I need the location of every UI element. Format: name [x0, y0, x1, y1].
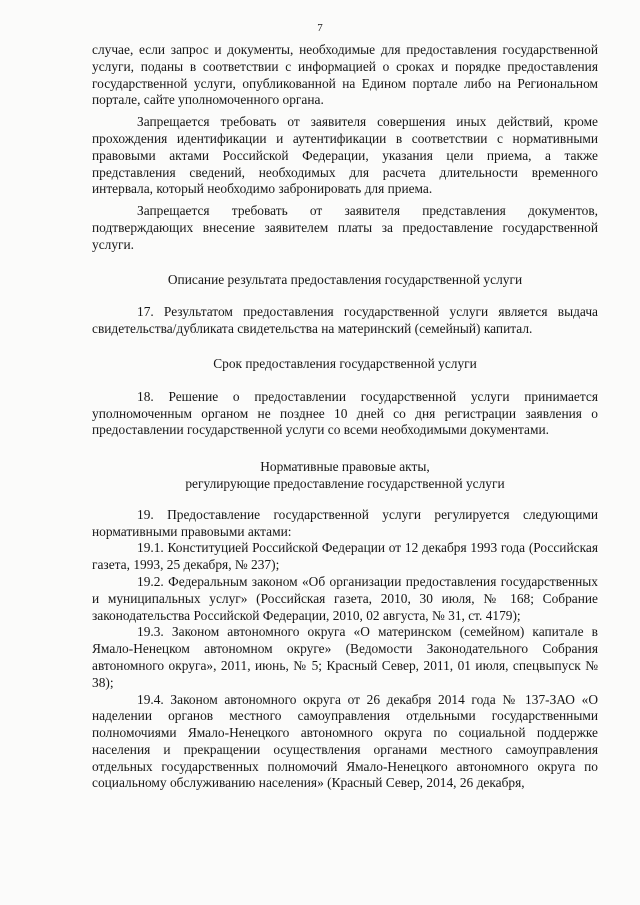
paragraph-19-3: 19.3. Законом автономного округа «О материнском (семейном) капитале в Ямало-Ненецком автономном округе» (Ведомости Законодательного Собрания автономного округа», 2011, июнь, № 5; Красный Север, 2011, 01 июля, спецвыпуск № 38); — [92, 624, 598, 690]
section-heading-acts — [92, 459, 598, 493]
paragraph-continuation: случае, если запрос и документы, необходимые для предоставления государственной услуги, поданы в соответствии с информацией о сроках и порядке предоставления государственной услуги, опубликованной на Едином портале либо на Региональном портале, сайте уполномоченного органа. — [92, 42, 598, 108]
section-heading-acts-line1: Нормативные правовые акты, — [260, 459, 430, 475]
paragraph-19: 19. Предоставление государственной услуги регулируется следующими нормативными правовыми актами: — [92, 506, 598, 539]
section-heading-acts-line2: регулирующие предоставление государственной услуги — [185, 475, 505, 491]
section-heading-result: Описание результата предоставления государственной услуги — [167, 271, 523, 287]
paragraph-19-4: 19.4. Законом автономного округа от 26 декабря 2014 года № 137-ЗАО «О наделении органов местного самоуправления отдельными государственными полномочиями Ямало-Ненецкого автономного округа по социальной поддержке населения и прекращении осуществления органами местного самоуправления отдельных государственных полномочий Ямало-Ненецкого автономного округа по социальному обслуживанию населения» (Красный Север, 2014, 26 декабря, — [92, 691, 598, 791]
paragraph-payment: Запрещается требовать от заявителя представления документов, подтверждающих внесение заявителем платы за предоставление государственной услуги. — [92, 203, 598, 252]
section-heading-term: Срок предоставления государственной услуги — [213, 355, 477, 371]
paragraph-17: 17. Результатом предоставления государственной услуги является выдача свидетельства/дубликата свидетельства на материнский (семейный) капитал. — [92, 304, 598, 337]
paragraph-identification: Запрещается требовать от заявителя совершения иных действий, кроме прохождения идентификации и аутентификации в соответствии с нормативными правовыми актами Российской Федерации, указания цели приема, а также представления сведений, необходимых для расчета длительности временного интервала, который необходимо забронировать для приема. — [92, 114, 598, 197]
paragraph-18: 18. Решение о предоставлении государственной услуги принимается уполномоченным органом не позднее 10 дней со дня регистрации заявления о предоставлении государственной услуги со всеми необходимыми документами. — [92, 388, 598, 438]
paragraph-19-1: 19.1. Конституцией Российской Федерации от 12 декабря 1993 года (Российская газета, 1993, 25 декабря, № 237); — [92, 540, 598, 573]
page-number: 7 — [317, 22, 323, 34]
document-body — [92, 42, 598, 792]
paragraph-19-2: 19.2. Федеральным законом «Об организации предоставления государственных и муниципальных услуг» (Российская газета, 2010, 30 июля, № 168; Собрание законодательства Российской Федерации, 2010, 02 августа, № 31, ст. 4179); — [92, 573, 598, 623]
